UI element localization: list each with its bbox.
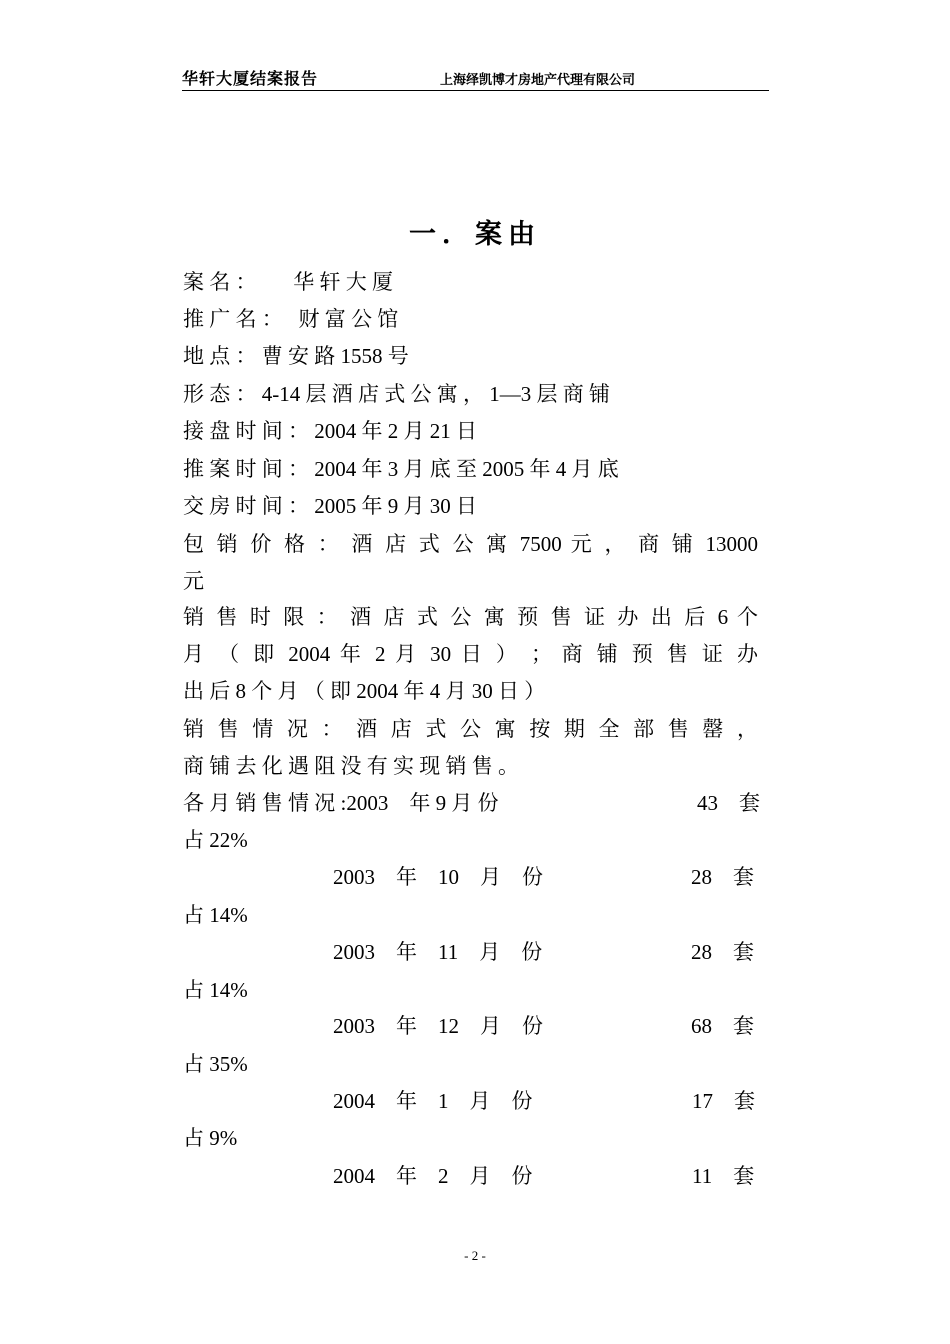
monthly-sales-label: 各 月 销 售 情 况 :2003 年 9 月 份 — [183, 791, 499, 815]
monthly-count-nov-2003: 28 套 — [691, 940, 754, 964]
monthly-count-sep-2003: 43 套 — [697, 791, 760, 815]
header-company-name: 上海绎凯博才房地产代理有限公司 — [440, 73, 636, 88]
form-line: 形 态 ： 4-14 层 酒 店 式 公 寓 ， 1—3 层 商 铺 — [183, 382, 610, 406]
case-name-line: 案 名 ： 华 轩 大 厦 — [183, 270, 393, 294]
monthly-month-jan-2004: 2004 年 1 月 份 — [333, 1089, 533, 1113]
monthly-count-dec-2003: 68 套 — [691, 1014, 754, 1038]
section-title: 一．案由 — [409, 219, 541, 250]
sales-status-line-2: 商 铺 去 化 遇 阻 没 有 实 现 销 售 。 — [183, 754, 519, 778]
monthly-month-dec-2003: 2003 年 12 月 份 — [333, 1014, 543, 1038]
monthly-share-jan-2004: 占 9% — [183, 1126, 238, 1150]
monthly-month-nov-2003: 2003 年 11 月 份 — [333, 940, 543, 964]
delivery-time-line: 交 房 时 间 ： 2005 年 9 月 30 日 — [183, 494, 477, 518]
promo-name-line: 推 广 名 ： 财 富 公 馆 — [183, 307, 399, 331]
monthly-count-oct-2003: 28 套 — [691, 865, 754, 889]
monthly-share-oct-2003: 占 14% — [183, 903, 248, 927]
launch-time-line: 推 案 时 间 ： 2004 年 3 月 底 至 2005 年 4 月 底 — [183, 457, 619, 481]
sales-period-line-2: 月 （ 即 2004 年 2 月 30 日 ） ； 商 铺 预 售 证 办 — [183, 642, 758, 666]
location-line: 地 点 ： 曹 安 路 1558 号 — [183, 344, 409, 368]
sales-status-line: 销 售 情 况 ： 酒 店 式 公 寓 按 期 全 部 售 罄 ， — [183, 717, 758, 741]
price-line: 包 销 价 格 ： 酒 店 式 公 寓 7500 元 ， 商 铺 13000 — [183, 532, 758, 556]
monthly-month-feb-2004: 2004 年 2 月 份 — [333, 1164, 533, 1188]
monthly-share-sep-2003: 占 22% — [183, 828, 248, 852]
page-number: - 2 - — [464, 1248, 486, 1263]
page-header — [182, 66, 769, 91]
monthly-count-feb-2004: 11 套 — [692, 1164, 755, 1188]
monthly-count-jan-2004: 17 套 — [692, 1089, 755, 1113]
takeover-time-line: 接 盘 时 间 ： 2004 年 2 月 21 日 — [183, 419, 477, 443]
sales-period-line: 销 售 时 限 ： 酒 店 式 公 寓 预 售 证 办 出 后 6 个 — [183, 605, 758, 629]
header-report-title: 华轩大厦结案报告 — [182, 69, 319, 88]
sales-period-line-3: 出 后 8 个 月 （ 即 2004 年 4 月 30 日 ） — [183, 679, 546, 703]
monthly-month-oct-2003: 2003 年 10 月 份 — [333, 865, 543, 889]
price-line-cont: 元 — [183, 569, 204, 593]
monthly-share-nov-2003: 占 14% — [183, 978, 248, 1002]
monthly-share-dec-2003: 占 35% — [183, 1052, 248, 1076]
